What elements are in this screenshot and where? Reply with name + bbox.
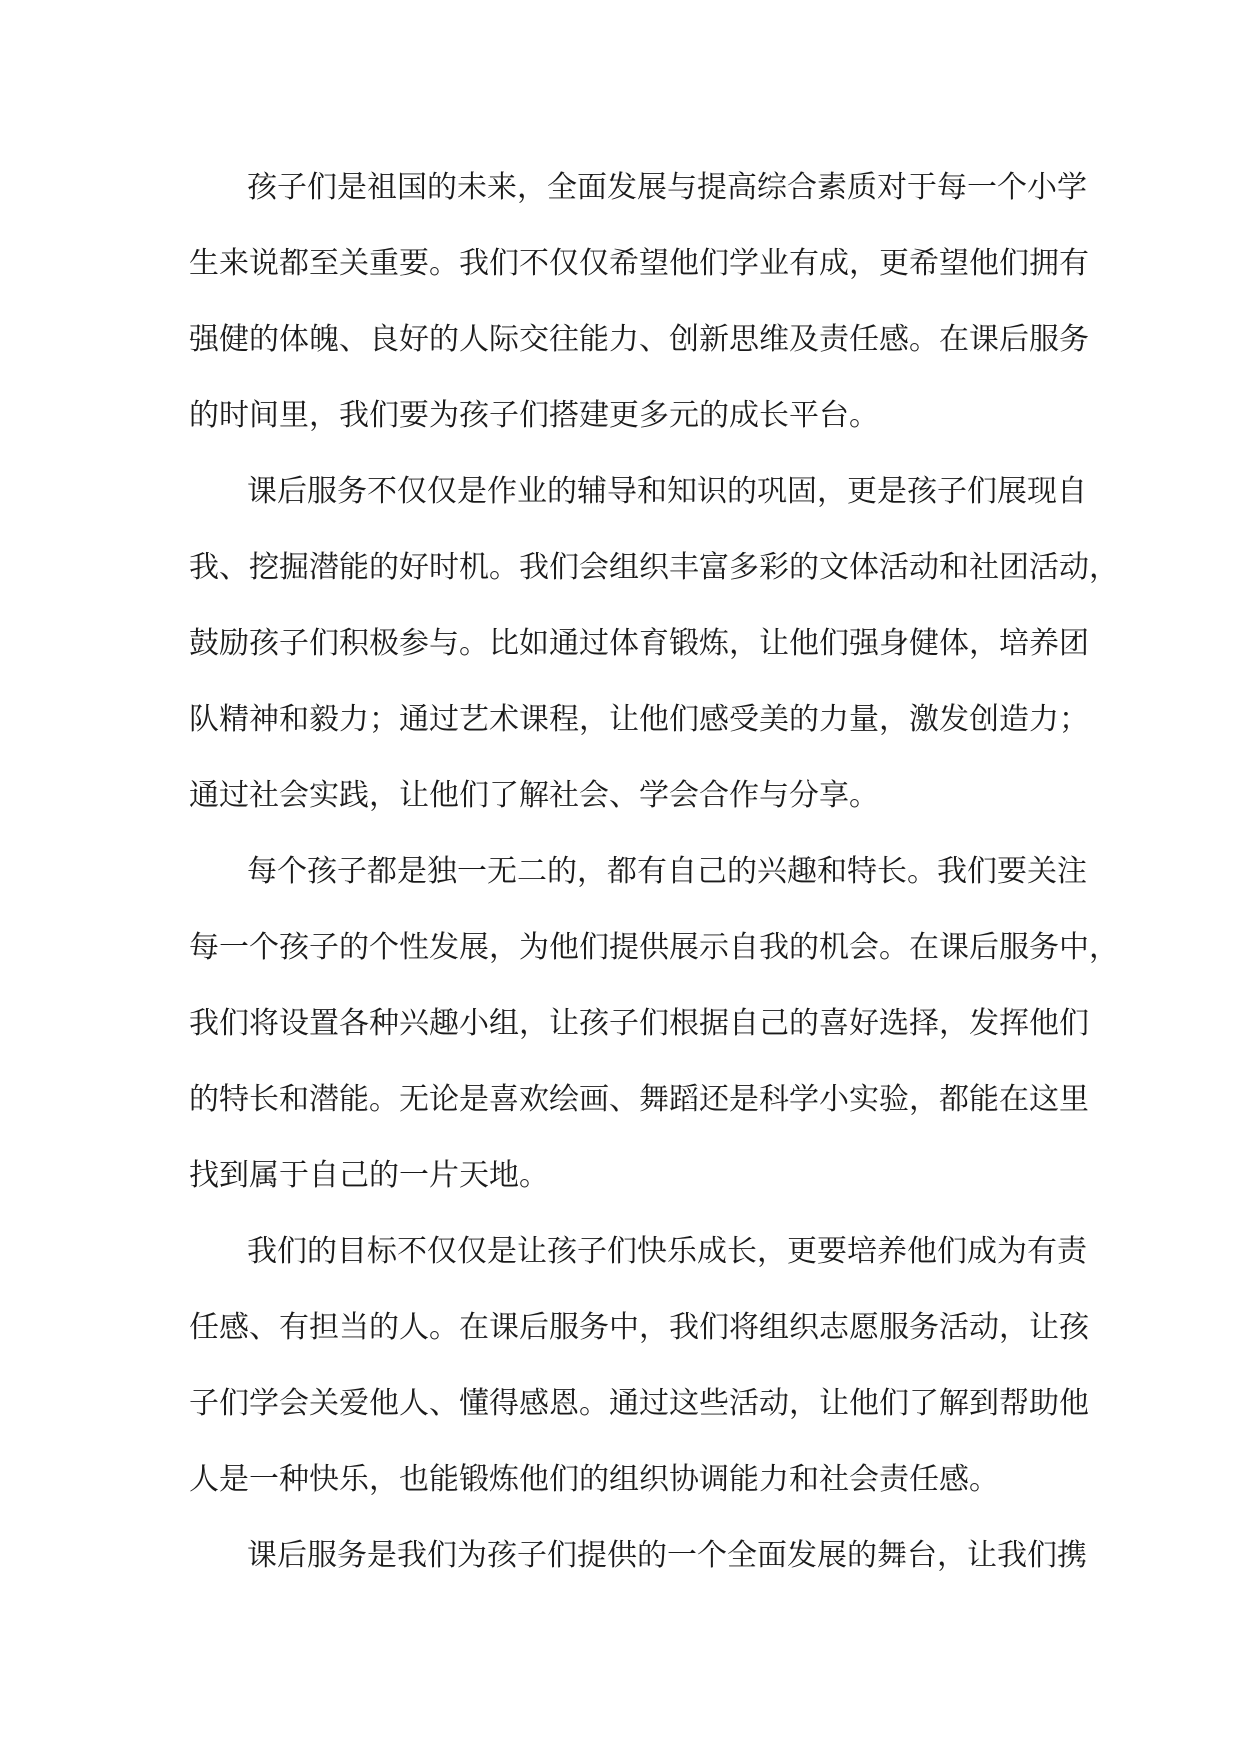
text-line: 子们学会关爱他人、懂得感恩。通过这些活动，让他们了解到帮助他 bbox=[189, 1386, 1089, 1421]
text-line: 课后服务是我们为孩子们提供的一个全面发展的舞台，让我们携 bbox=[247, 1538, 1087, 1573]
paragraph-2 bbox=[189, 454, 1119, 834]
text-line: 通过社会实践，让他们了解社会、学会合作与分享。 bbox=[189, 778, 879, 813]
text-line: 孩子们是祖国的未来，全面发展与提高综合素质对于每一个小学 bbox=[247, 170, 1087, 205]
text-line: 任感、有担当的人。在课后服务中，我们将组织志愿服务活动，让孩 bbox=[189, 1310, 1089, 1345]
paragraph-1 bbox=[189, 150, 1089, 454]
text-line: 课后服务不仅仅是作业的辅导和知识的巩固，更是孩子们展现自 bbox=[247, 474, 1087, 509]
text-line: 生来说都至关重要。我们不仅仅希望他们学业有成，更希望他们拥有 bbox=[189, 246, 1089, 281]
text-line: 找到属于自己的一片天地。 bbox=[189, 1158, 549, 1193]
text-line: 人是一种快乐，也能锻炼他们的组织协调能力和社会责任感。 bbox=[189, 1462, 999, 1497]
paragraph-3 bbox=[189, 834, 1119, 1214]
text-line: 我、挖掘潜能的好时机。我们会组织丰富多彩的文体活动和社团活动， bbox=[189, 550, 1119, 585]
document-body bbox=[189, 150, 1119, 1594]
text-line: 的时间里，我们要为孩子们搭建更多元的成长平台。 bbox=[189, 398, 879, 433]
paragraph-4 bbox=[189, 1214, 1089, 1518]
text-line: 我们将设置各种兴趣小组，让孩子们根据自己的喜好选择，发挥他们 bbox=[189, 1006, 1089, 1041]
text-line: 我们的目标不仅仅是让孩子们快乐成长，更要培养他们成为有责 bbox=[247, 1234, 1087, 1269]
text-line: 的特长和潜能。无论是喜欢绘画、舞蹈还是科学小实验，都能在这里 bbox=[189, 1082, 1089, 1117]
text-line: 鼓励孩子们积极参与。比如通过体育锻炼，让他们强身健体，培养团 bbox=[189, 626, 1089, 661]
text-line: 每个孩子都是独一无二的，都有自己的兴趣和特长。我们要关注 bbox=[247, 854, 1087, 889]
paragraph-5 bbox=[189, 1518, 1087, 1594]
text-line: 每一个孩子的个性发展，为他们提供展示自我的机会。在课后服务中， bbox=[189, 930, 1119, 965]
text-line: 强健的体魄、良好的人际交往能力、创新思维及责任感。在课后服务 bbox=[189, 322, 1089, 357]
text-line: 队精神和毅力；通过艺术课程，让他们感受美的力量，激发创造力； bbox=[189, 702, 1089, 737]
